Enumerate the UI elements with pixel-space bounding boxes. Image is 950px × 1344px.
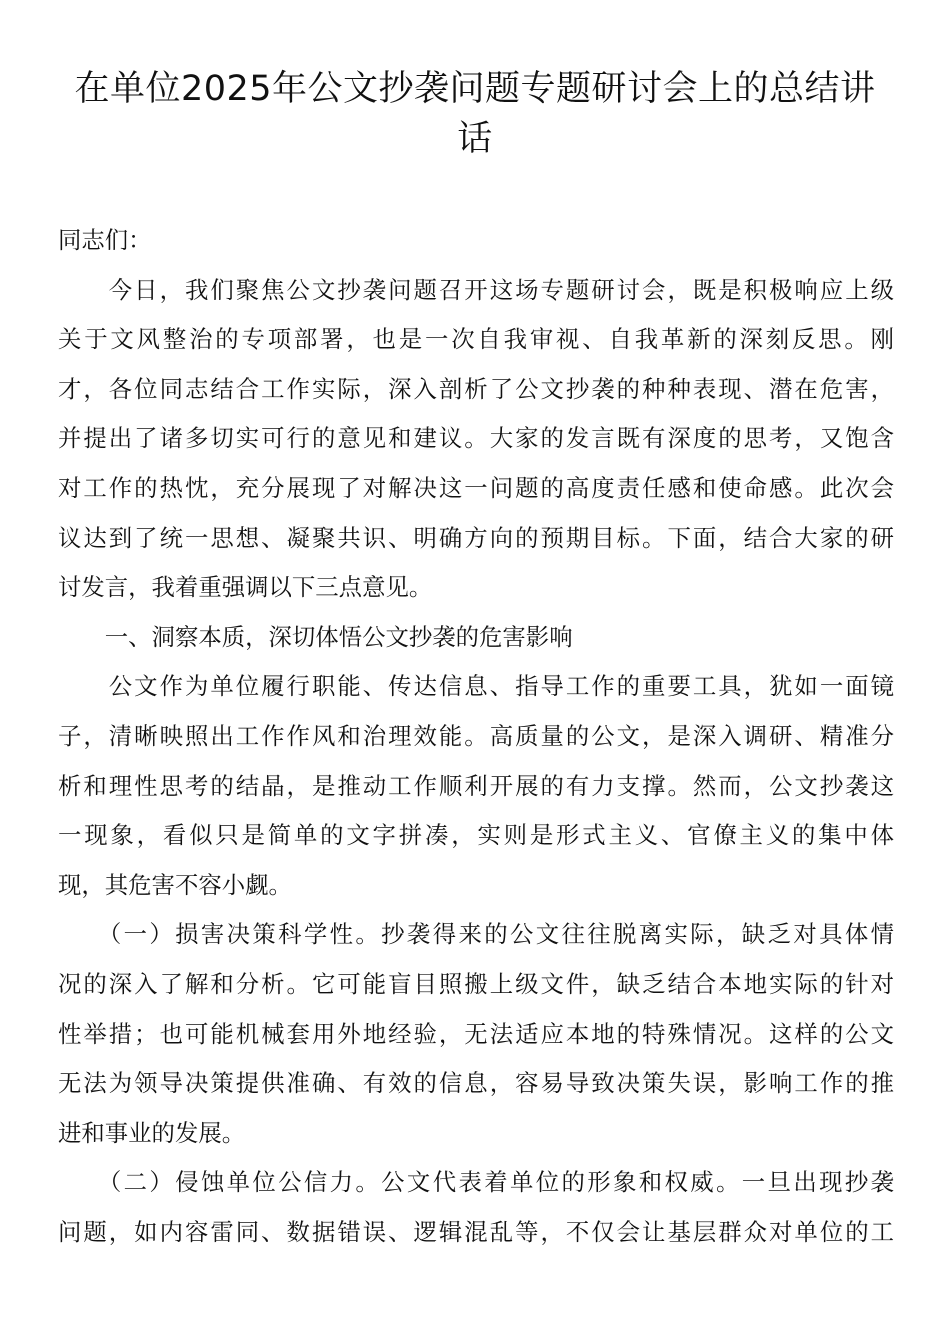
text-line: 现，其危害不容小觑。 xyxy=(58,870,292,899)
text-line: 性举措；也可能机械套用外地经验，无法适应本地的特殊情况。这样的公文 xyxy=(58,1019,894,1048)
text-line: 进和事业的发展。 xyxy=(58,1118,246,1147)
text-line: 一现象，看似只是简单的文字拼凑，实则是形式主义、官僚主义的集中体 xyxy=(58,821,894,850)
section-heading-1 xyxy=(58,613,894,663)
paragraph-point-2 xyxy=(58,1158,894,1257)
text-line: （二）侵蚀单位公信力。公文代表着单位的形象和权威。一旦出现抄袭 xyxy=(58,1168,894,1197)
paragraph-section-1 xyxy=(58,662,894,910)
document-body xyxy=(58,216,894,1257)
text-line: 问题，如内容雷同、数据错误、逻辑混乱等，不仅会让基层群众对单位的工 xyxy=(58,1217,894,1246)
text-line: 并提出了诸多切实可行的意见和建议。大家的发言既有深度的思考，又饱含 xyxy=(58,424,894,453)
paragraph-point-1 xyxy=(58,910,894,1158)
text-line: 子，清晰映照出工作作风和治理效能。高质量的公文，是深入调研、精准分 xyxy=(58,721,894,750)
text-line: 议达到了统一思想、凝聚共识、明确方向的预期目标。下面，结合大家的研 xyxy=(58,523,894,552)
text-line: 今日，我们聚焦公文抄袭问题召开这场专题研讨会，既是积极响应上级 xyxy=(58,275,894,304)
salutation-text: 同志们： xyxy=(58,226,152,254)
text-line: （一）损害决策科学性。抄袭得来的公文往往脱离实际，缺乏对具体情 xyxy=(58,920,894,949)
heading-text: 一、洞察本质，深切体悟公文抄袭的危害影响 xyxy=(58,622,573,651)
text-line: 公文作为单位履行职能、传达信息、指导工作的重要工具，犹如一面镜 xyxy=(58,672,894,701)
paragraph-intro xyxy=(58,266,894,613)
text-line: 况的深入了解和分析。它可能盲目照搬上级文件，缺乏结合本地实际的针对 xyxy=(58,969,894,998)
document-title xyxy=(58,64,892,164)
text-line: 才，各位同志结合工作实际，深入剖析了公文抄袭的种种表现、潜在危害， xyxy=(58,374,894,403)
title-line-2: 话 xyxy=(457,119,493,159)
title-line-1: 在单位2025年公文抄袭问题专题研讨会上的总结讲 xyxy=(74,69,876,109)
text-line: 无法为领导决策提供准确、有效的信息，容易导致决策失误，影响工作的推 xyxy=(58,1069,894,1098)
text-line: 对工作的热忱，充分展现了对解决这一问题的高度责任感和使命感。此次会 xyxy=(58,473,894,502)
text-line: 关于文风整治的专项部署，也是一次自我审视、自我革新的深刻反思。刚 xyxy=(58,325,894,354)
salutation xyxy=(58,216,894,266)
text-line: 讨发言，我着重强调以下三点意见。 xyxy=(58,573,433,602)
text-line: 析和理性思考的结晶，是推动工作顺利开展的有力支撑。然而，公文抄袭这 xyxy=(58,771,894,800)
